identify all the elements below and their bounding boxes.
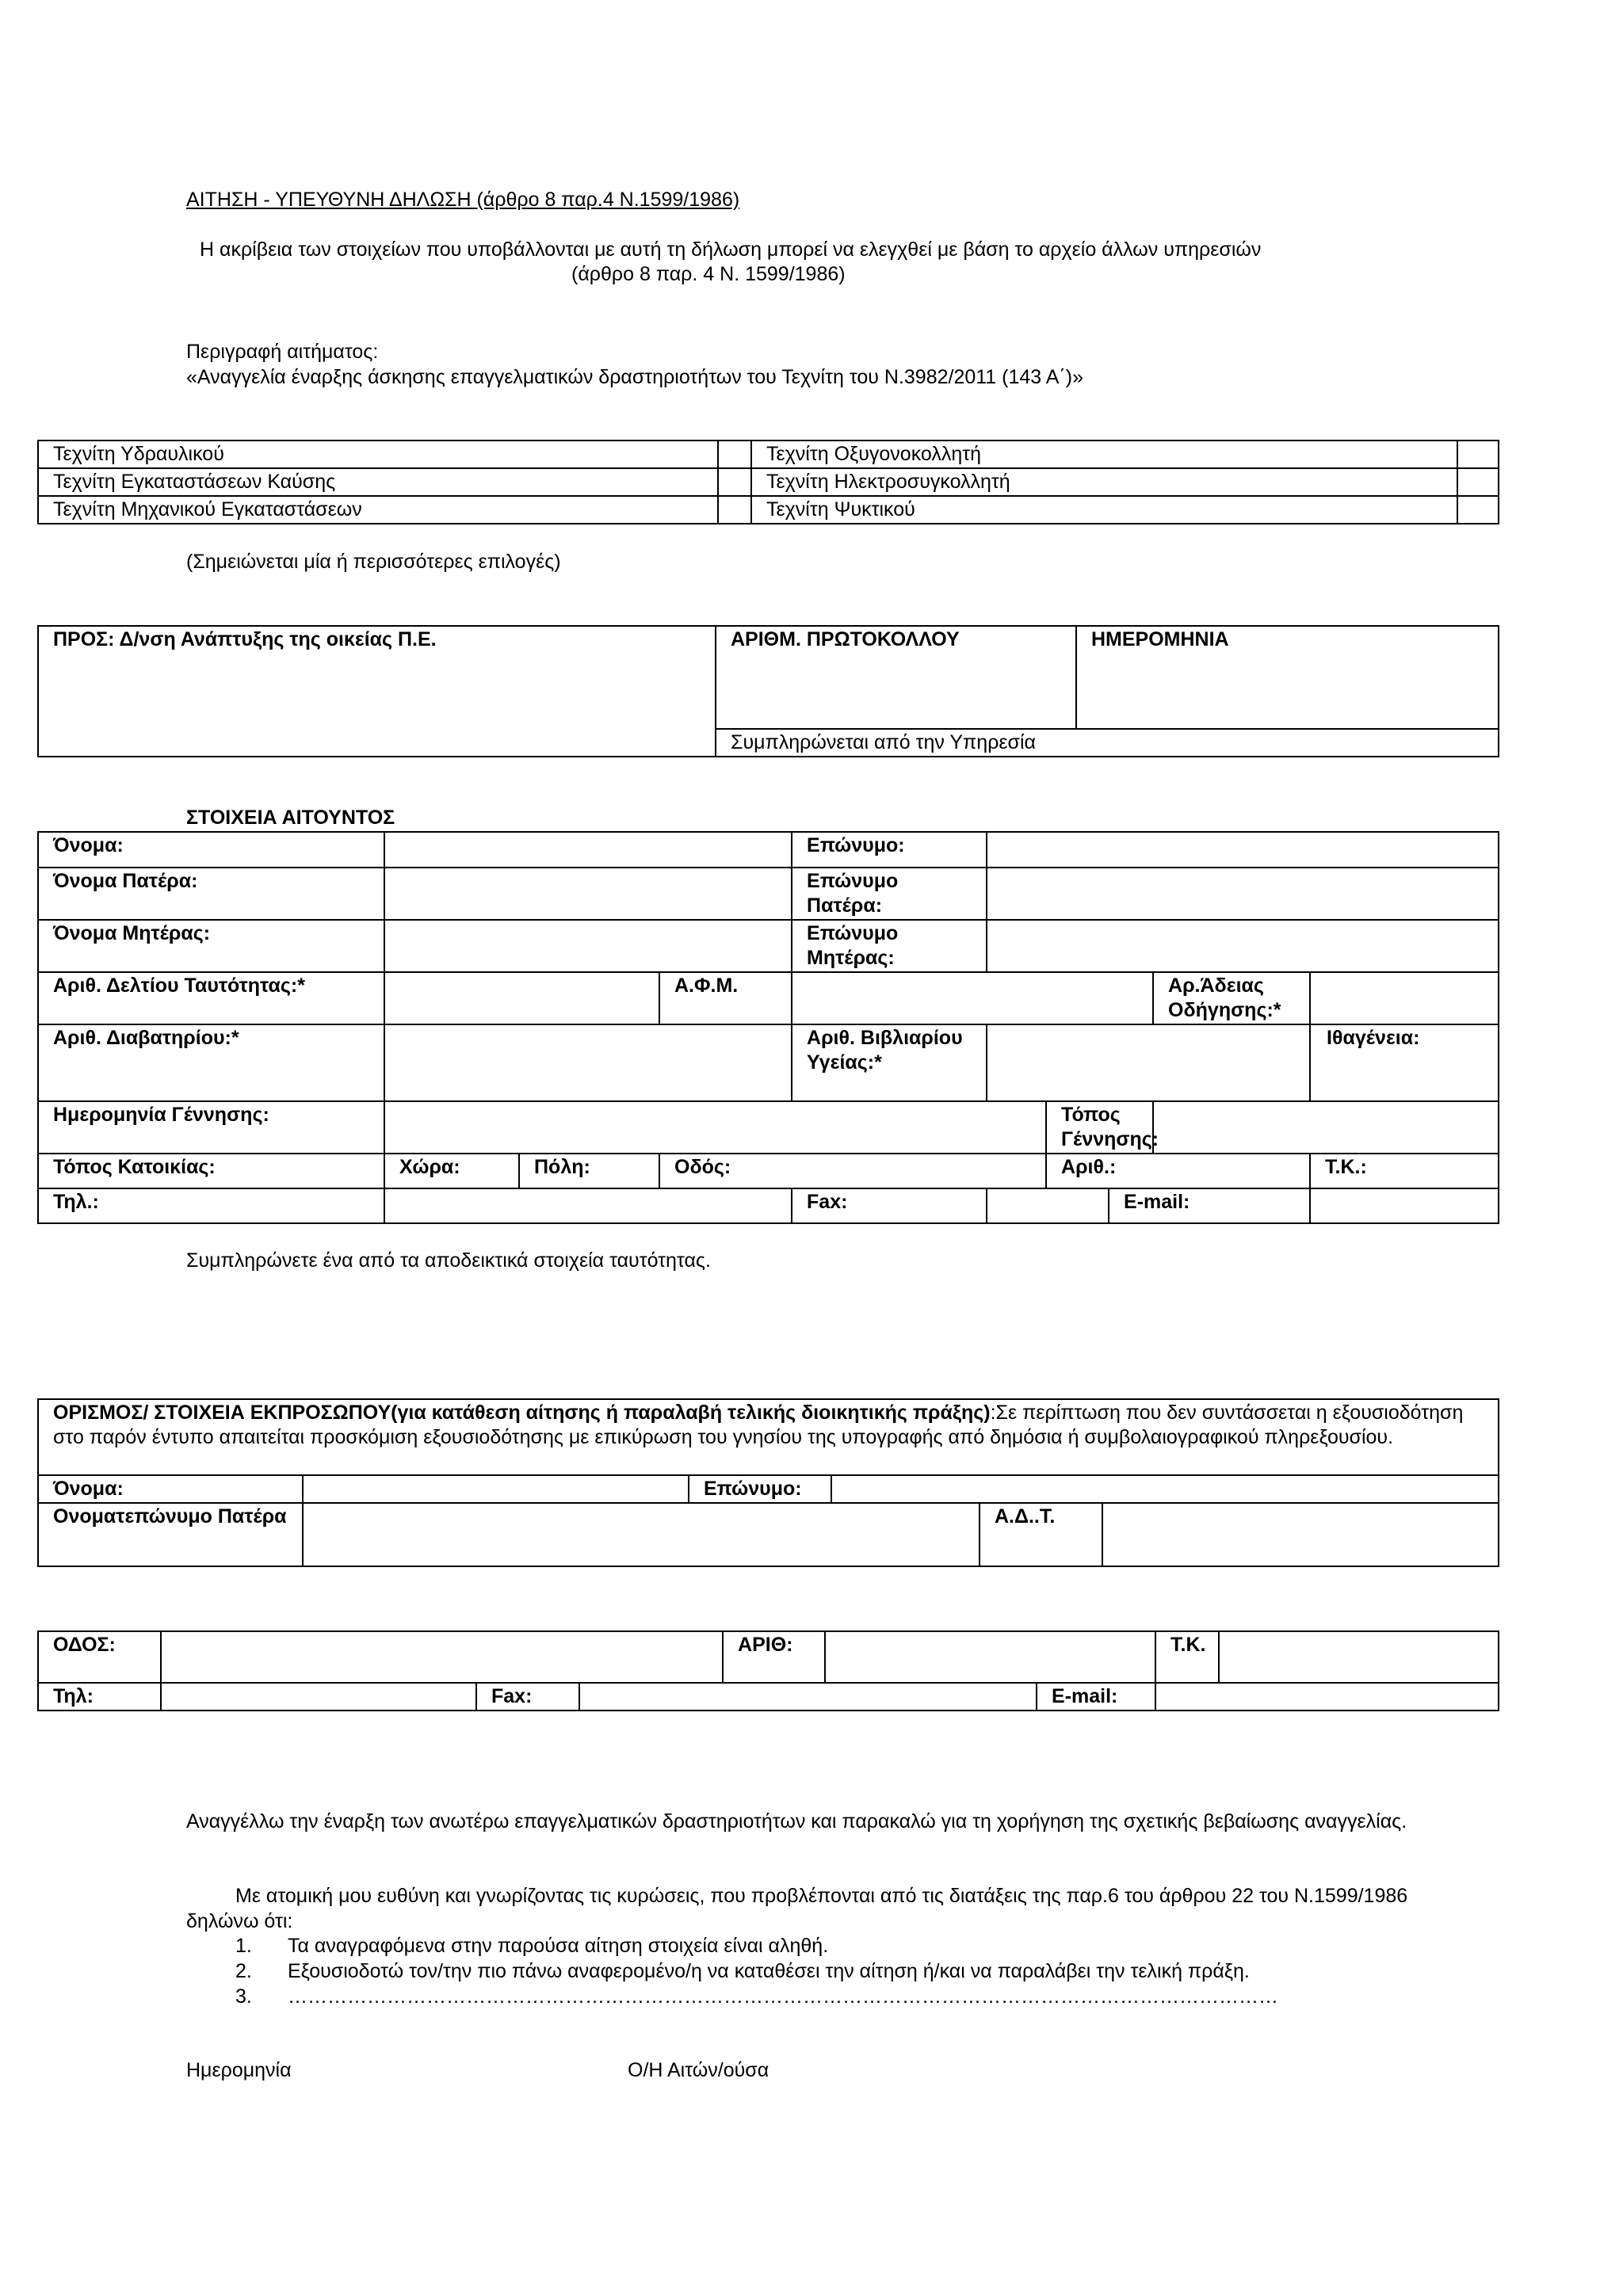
request-description: «Αναγγελία έναρξης άσκησης επαγγελματικών δραστηριοτήτων του Τεχνίτη του Ν.3982/2011 (143 Α΄)» xyxy=(186,366,1083,388)
fax-label: Fax: xyxy=(792,1188,987,1223)
form-title: ΑΙΤΗΣΗ - ΥΠΕΥΘΥΝΗ ΔΗΛΩΣΗ (άρθρο 8 παρ.4 Ν.1599/1986) xyxy=(186,189,740,211)
father-surname-label: Επώνυμο Πατέρα: xyxy=(792,868,987,920)
afm-label: Α.Φ.Μ. xyxy=(659,972,792,1024)
address-number-label: ΑΡΙΘ: xyxy=(723,1631,825,1683)
rep-name-input[interactable] xyxy=(303,1475,689,1503)
declaration-item xyxy=(235,1958,1278,1984)
address-phone-input[interactable] xyxy=(161,1683,476,1711)
email-input[interactable] xyxy=(1310,1188,1499,1223)
phone-label: Τηλ.: xyxy=(38,1188,384,1223)
rep-adt-label: Α.Δ..Τ. xyxy=(980,1503,1102,1566)
address-email-input[interactable] xyxy=(1155,1683,1499,1711)
declaration-item-text[interactable]: …………………………………………………………………………………………………………………………………… xyxy=(288,1985,1278,2008)
representative-table xyxy=(37,1398,1499,1567)
address-street-label: ΟΔΟΣ: xyxy=(38,1631,161,1683)
surname-label: Επώνυμο: xyxy=(792,832,987,868)
declaration-item-text: Εξουσιοδοτώ τον/την πιο πάνω αναφερομένο/η να καταθέσει την αίτηση ή/και να παραλάβει την τελική πράξη. xyxy=(288,1960,1250,1982)
specialty-mechanical-label: Τεχνίτη Μηχανικού Εγκαταστάσεων xyxy=(38,496,718,524)
declaration-item[interactable] xyxy=(235,1984,1278,2009)
postcode-field[interactable]: Τ.Κ.: xyxy=(1310,1154,1499,1188)
identity-proof-note: Συμπληρώνετε ένα από τα αποδεικτικά στοιχεία ταυτότητας. xyxy=(186,1249,711,1272)
address-street-input[interactable] xyxy=(161,1631,723,1683)
id-card-input[interactable] xyxy=(384,972,659,1024)
representative-heading xyxy=(38,1399,1499,1475)
recipient-table xyxy=(37,625,1499,757)
protocol-date-field[interactable]: ΗΜΕΡΟΜΗΝΙΑ xyxy=(1076,626,1499,729)
service-use-note: Συμπληρώνεται από την Υπηρεσία xyxy=(716,729,1499,757)
country-field[interactable]: Χώρα: xyxy=(384,1154,519,1188)
verification-note: Η ακρίβεια των στοιχείων που υποβάλλονται με αυτή τη δήλωση μπορεί να ελεγχθεί με βάση το αρχείο άλλων υπηρεσιών xyxy=(200,238,1262,261)
father-surname-input[interactable] xyxy=(987,868,1499,920)
specialty-refrigeration-label: Τεχνίτη Ψυκτικού xyxy=(751,496,1457,524)
specialty-plumber-label: Τεχνίτη Υδραυλικού xyxy=(38,441,718,468)
announcement-paragraph: Αναγγέλλω την έναρξη των ανωτέρω επαγγελματικών δραστηριοτήτων και παρακαλώ για τη χορήγηση της σχετικής βεβαίωσης αναγγελίας. xyxy=(186,1810,1407,1833)
representative-heading-note: :Σε περίπτωση που δεν συντάσσεται η εξουσιοδότηση στο παρόν έντυπο απαιτείται προσκόμιση εξουσιοδότησης με επικύρωση του γνησίου της υπογραφής από δημόσια ή συμβολαιογραφικού πληρεξουσίου. xyxy=(53,1402,1464,1448)
street-number-field[interactable]: Αριθ.: xyxy=(1046,1154,1310,1188)
city-field[interactable]: Πόλη: xyxy=(519,1154,659,1188)
specialty-welder-oxy-checkbox[interactable] xyxy=(1457,441,1499,468)
rep-surname-input[interactable] xyxy=(831,1475,1499,1503)
applicant-heading: ΣΤΟΙΧΕΙΑ ΑΙΤΟΥΝΤΟΣ xyxy=(186,807,395,829)
fax-input[interactable] xyxy=(987,1188,1109,1223)
birth-date-label: Ημερομηνία Γέννησης: xyxy=(38,1101,384,1154)
street-field[interactable]: Οδός: xyxy=(659,1154,1046,1188)
rep-father-input[interactable] xyxy=(303,1503,980,1566)
birth-place-label: Τόπος Γέννησης: xyxy=(1046,1101,1153,1154)
declaration-item-number: 2. xyxy=(235,1960,252,1982)
birth-place-input[interactable] xyxy=(1153,1101,1499,1154)
mother-surname-label: Επώνυμο Μητέρας: xyxy=(792,920,987,972)
specialty-combustion-label: Τεχνίτη Εγκαταστάσεων Καύσης xyxy=(38,468,718,496)
afm-input[interactable] xyxy=(792,972,1153,1024)
specialty-combustion-checkbox[interactable] xyxy=(718,468,751,496)
nationality-label: Ιθαγένεια: xyxy=(1310,1024,1499,1101)
mother-name-input[interactable] xyxy=(384,920,792,972)
declaration-item-text: Τα αναγραφόμενα στην παρούσα αίτηση στοιχεία είναι αληθή. xyxy=(288,1935,829,1957)
health-book-input[interactable] xyxy=(987,1024,1310,1101)
specialty-plumber-checkbox[interactable] xyxy=(718,441,751,468)
rep-father-label: Ονοματεπώνυμο Πατέρα xyxy=(38,1503,303,1566)
address-postcode-input[interactable] xyxy=(1219,1631,1499,1683)
specialty-mechanical-checkbox[interactable] xyxy=(718,496,751,524)
declaration-item-number: 1. xyxy=(235,1935,252,1957)
address-fax-label: Fax: xyxy=(476,1683,579,1711)
request-description-label: Περιγραφή αιτήματος: xyxy=(186,341,379,363)
address-postcode-label: Τ.Κ. xyxy=(1155,1631,1219,1683)
phone-input[interactable] xyxy=(384,1188,792,1223)
address-fax-input[interactable] xyxy=(579,1683,1037,1711)
verification-law-ref: (άρθρο 8 παρ. 4 Ν. 1599/1986) xyxy=(571,263,846,285)
passport-input[interactable] xyxy=(384,1024,792,1101)
declaration-list xyxy=(235,1933,1278,2009)
applicant-table xyxy=(37,831,1499,1224)
specialty-welder-electric-label: Τεχνίτη Ηλεκτροσυγκολλητή xyxy=(751,468,1457,496)
representative-heading-title: ΟΡΙΣΜΟΣ/ ΣΤΟΙΧΕΙΑ ΕΚΠΡΟΣΩΠΟΥ(για κατάθεση αίτησης ή παραλαβή τελικής διοικητικής πράξης) xyxy=(53,1402,991,1424)
mother-name-label: Όνομα Μητέρας: xyxy=(38,920,384,972)
health-book-label: Αριθ. Βιβλιαρίου Υγείας:* xyxy=(792,1024,987,1101)
id-card-label: Αριθ. Δελτίου Ταυτότητας:* xyxy=(38,972,384,1024)
declaration-item-number: 3. xyxy=(235,1985,252,2008)
residence-label: Τόπος Κατοικίας: xyxy=(38,1154,384,1188)
address-phone-label: Τηλ: xyxy=(38,1683,161,1711)
specialty-table xyxy=(37,440,1499,524)
rep-name-label: Όνομα: xyxy=(38,1475,303,1503)
signature-applicant-label: Ο/Η Αιτών/ούσα xyxy=(628,2059,769,2081)
mother-surname-input[interactable] xyxy=(987,920,1499,972)
name-label: Όνομα: xyxy=(38,832,384,868)
surname-input[interactable] xyxy=(987,832,1499,868)
protocol-number-field[interactable]: ΑΡΙΘΜ. ΠΡΩΤΟΚΟΛΛΟΥ xyxy=(716,626,1076,729)
father-name-label: Όνομα Πατέρα: xyxy=(38,868,384,920)
rep-surname-label: Επώνυμο: xyxy=(689,1475,831,1503)
driving-license-label: Αρ.Άδειας Οδήγησης:* xyxy=(1153,972,1310,1024)
specialty-refrigeration-checkbox[interactable] xyxy=(1457,496,1499,524)
recipient-label: ΠΡΟΣ: Δ/νση Ανάπτυξης της οικείας Π.Ε. xyxy=(38,626,716,757)
father-name-input[interactable] xyxy=(384,868,792,920)
driving-license-input[interactable] xyxy=(1310,972,1499,1024)
selection-note: (Σημειώνεται μία ή περισσότερες επιλογές) xyxy=(186,551,561,573)
passport-label: Αριθ. Διαβατηρίου:* xyxy=(38,1024,384,1101)
birth-date-input[interactable] xyxy=(384,1101,1046,1154)
specialty-welder-electric-checkbox[interactable] xyxy=(1457,468,1499,496)
signature-date-label: Ημερομηνία xyxy=(186,2059,292,2081)
liability-paragraph: Με ατομική μου ευθύνη και γνωρίζοντας τις κυρώσεις, που προβλέπονται από τις διατάξεις της παρ.6 του άρθρου 22 του Ν.1599/1986 δηλώνω ότι: xyxy=(186,1885,1408,1932)
email-label: E-mail: xyxy=(1109,1188,1310,1223)
rep-adt-input[interactable] xyxy=(1102,1503,1499,1566)
address-number-input[interactable] xyxy=(825,1631,1155,1683)
name-input[interactable] xyxy=(384,832,792,868)
address-email-label: E-mail: xyxy=(1037,1683,1155,1711)
declaration-item xyxy=(235,1933,1278,1958)
address-table xyxy=(37,1630,1499,1711)
specialty-welder-oxy-label: Τεχνίτη Οξυγονοκολλητή xyxy=(751,441,1457,468)
